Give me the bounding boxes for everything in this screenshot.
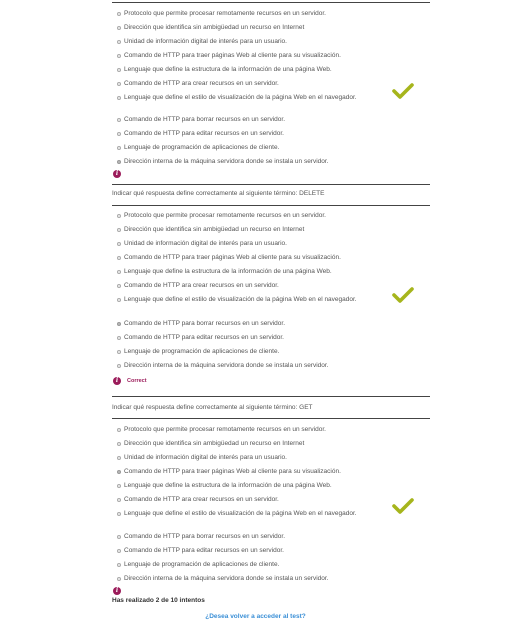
question-3-option-4[interactable] [117, 468, 387, 477]
question-2-option-10[interactable] [117, 348, 387, 357]
radio-button[interactable] [117, 577, 121, 581]
question-2-divider-bottom [112, 396, 430, 397]
radio-button[interactable] [117, 298, 121, 302]
question-1-option-9[interactable] [117, 130, 387, 139]
question-2-option-4[interactable] [117, 254, 387, 263]
question-1-divider-bottom [112, 184, 430, 185]
radio-button[interactable] [117, 284, 121, 288]
option-label: Protocolo que permite procesar remotamente recursos en un servidor. [124, 212, 326, 219]
question-3-option-9[interactable] [117, 547, 387, 556]
radio-button[interactable] [117, 442, 121, 446]
option-label: Lenguaje que define el estilo de visualización de la página Web en el navegador. [124, 510, 357, 517]
question-1-option-3[interactable] [117, 38, 387, 47]
question-2-option-11[interactable] [117, 362, 387, 371]
radio-button[interactable] [117, 160, 121, 164]
option-label: Lenguaje que define la estructura de la información de una página Web. [124, 66, 332, 73]
option-label: Comando de HTTP para editar recursos en un servidor. [124, 130, 284, 137]
option-label: Comando de HTTP para traer páginas Web al cliente para su visualización. [124, 52, 341, 59]
checkmark-icon [392, 286, 414, 304]
radio-button[interactable] [117, 54, 121, 58]
question-2-option-3[interactable] [117, 240, 387, 249]
question-3-option-11[interactable] [117, 575, 387, 584]
radio-button[interactable] [117, 132, 121, 136]
option-label: Protocolo que permite procesar remotamente recursos en un servidor. [124, 10, 326, 17]
question-3-option-6[interactable] [117, 496, 387, 505]
info-icon: i [113, 377, 121, 385]
question-2-option-9[interactable] [117, 334, 387, 343]
option-label: Lenguaje que define el estilo de visualización de la página Web en el navegador. [124, 94, 357, 101]
option-label: Dirección que identifica sin ambigüedad un recurso en Internet [124, 440, 305, 447]
radio-button[interactable] [117, 512, 121, 516]
radio-button[interactable] [117, 535, 121, 539]
question-2-option-2[interactable] [117, 226, 387, 235]
radio-button[interactable] [117, 12, 121, 16]
option-label: Unidad de información digital de interés para un usuario. [124, 240, 287, 247]
question-2-feedback: Correct [127, 378, 147, 384]
radio-button[interactable] [117, 549, 121, 553]
radio-button[interactable] [117, 364, 121, 368]
option-label: Dirección interna de la máquina servidora donde se instala un servidor. [124, 158, 329, 165]
radio-button[interactable] [117, 242, 121, 246]
question-1-option-4[interactable] [117, 52, 387, 61]
radio-button[interactable] [117, 322, 121, 326]
radio-button[interactable] [117, 350, 121, 354]
radio-button[interactable] [117, 563, 121, 567]
radio-button[interactable] [117, 96, 121, 100]
info-icon: i [113, 587, 121, 595]
question-1-option-6[interactable] [117, 80, 387, 89]
option-label: Dirección que identifica sin ambigüedad un recurso en Internet [124, 24, 305, 31]
question-2-divider-top [112, 205, 430, 206]
option-label: Lenguaje de programación de aplicaciones de cliente. [124, 348, 280, 355]
option-label: Comando de HTTP ara crear recursos en un servidor. [124, 496, 279, 503]
radio-button[interactable] [117, 456, 121, 460]
radio-button[interactable] [117, 228, 121, 232]
option-label: Comando de HTTP para borrar recursos en un servidor. [124, 116, 286, 123]
option-label: Dirección que identifica sin ambigüedad un recurso en Internet [124, 226, 305, 233]
question-1-option-8[interactable] [117, 116, 387, 125]
question-3-option-3[interactable] [117, 454, 387, 463]
question-1-option-2[interactable] [117, 24, 387, 33]
option-label: Dirección interna de la máquina servidora donde se instala un servidor. [124, 362, 329, 369]
question-2-option-1[interactable] [117, 212, 387, 221]
radio-button[interactable] [117, 26, 121, 30]
question-2-option-7[interactable] [117, 296, 387, 305]
radio-button[interactable] [117, 146, 121, 150]
radio-button[interactable] [117, 336, 121, 340]
question-2-title: Indicar qué respuesta define correctamente al siguiente término: DELETE [112, 190, 325, 197]
radio-button[interactable] [117, 470, 121, 474]
question-1-option-7[interactable] [117, 94, 387, 103]
question-3-option-1[interactable] [117, 426, 387, 435]
question-1-option-1[interactable] [117, 10, 387, 19]
option-label: Unidad de información digital de interés para un usuario. [124, 454, 287, 461]
radio-button[interactable] [117, 270, 121, 274]
question-3-option-2[interactable] [117, 440, 387, 449]
option-label: Lenguaje de programación de aplicaciones de cliente. [124, 561, 280, 568]
question-2-option-6[interactable] [117, 282, 387, 291]
option-label: Dirección interna de la máquina servidora donde se instala un servidor. [124, 575, 329, 582]
option-label: Lenguaje que define la estructura de la información de una página Web. [124, 482, 332, 489]
option-label: Lenguaje de programación de aplicaciones de cliente. [124, 144, 280, 151]
radio-button[interactable] [117, 68, 121, 72]
question-2-option-8[interactable] [117, 320, 387, 329]
option-label: Lenguaje que define el estilo de visualización de la página Web en el navegador. [124, 296, 357, 303]
option-label: Protocolo que permite procesar remotamente recursos en un servidor. [124, 426, 326, 433]
question-2-option-5[interactable] [117, 268, 387, 277]
option-label: Comando de HTTP para borrar recursos en un servidor. [124, 320, 286, 327]
option-label: Comando de HTTP para editar recursos en un servidor. [124, 334, 284, 341]
info-icon: i [113, 170, 121, 178]
question-1-divider-top [112, 2, 430, 3]
question-1-option-5[interactable] [117, 66, 387, 75]
option-label: Comando de HTTP ara crear recursos en un servidor. [124, 80, 279, 87]
question-3-option-5[interactable] [117, 482, 387, 491]
question-3-divider-top [112, 418, 430, 419]
radio-button[interactable] [117, 214, 121, 218]
question-3-title: Indicar qué respuesta define correctamente al siguiente término: GET [112, 404, 313, 411]
question-3-option-8[interactable] [117, 533, 387, 542]
radio-button[interactable] [117, 118, 121, 122]
option-label: Comando de HTTP ara crear recursos en un servidor. [124, 282, 279, 289]
checkmark-icon [392, 82, 414, 100]
radio-button[interactable] [117, 256, 121, 260]
option-label: Comando de HTTP para borrar recursos en un servidor. [124, 533, 286, 540]
radio-button[interactable] [117, 82, 121, 86]
option-label: Unidad de información digital de interés para un usuario. [124, 38, 287, 45]
question-3-option-7[interactable] [117, 510, 387, 519]
option-label: Comando de HTTP para traer páginas Web al cliente para su visualización. [124, 254, 341, 261]
question-1-option-10[interactable] [117, 144, 387, 153]
question-3-option-10[interactable] [117, 561, 387, 570]
option-label: Comando de HTTP para editar recursos en un servidor. [124, 547, 284, 554]
radio-button[interactable] [117, 484, 121, 488]
radio-button[interactable] [117, 498, 121, 502]
option-label: Comando de HTTP para traer páginas Web al cliente para su visualización. [124, 468, 341, 475]
question-1-option-11[interactable] [117, 158, 387, 167]
checkmark-icon [392, 497, 414, 515]
retry-test-link[interactable]: ¿Desea volver a acceder al test? [205, 613, 306, 620]
radio-button[interactable] [117, 428, 121, 432]
option-label: Lenguaje que define la estructura de la información de una página Web. [124, 268, 332, 275]
radio-button[interactable] [117, 40, 121, 44]
attempts-text: Has realizado 2 de 10 intentos [112, 597, 205, 604]
